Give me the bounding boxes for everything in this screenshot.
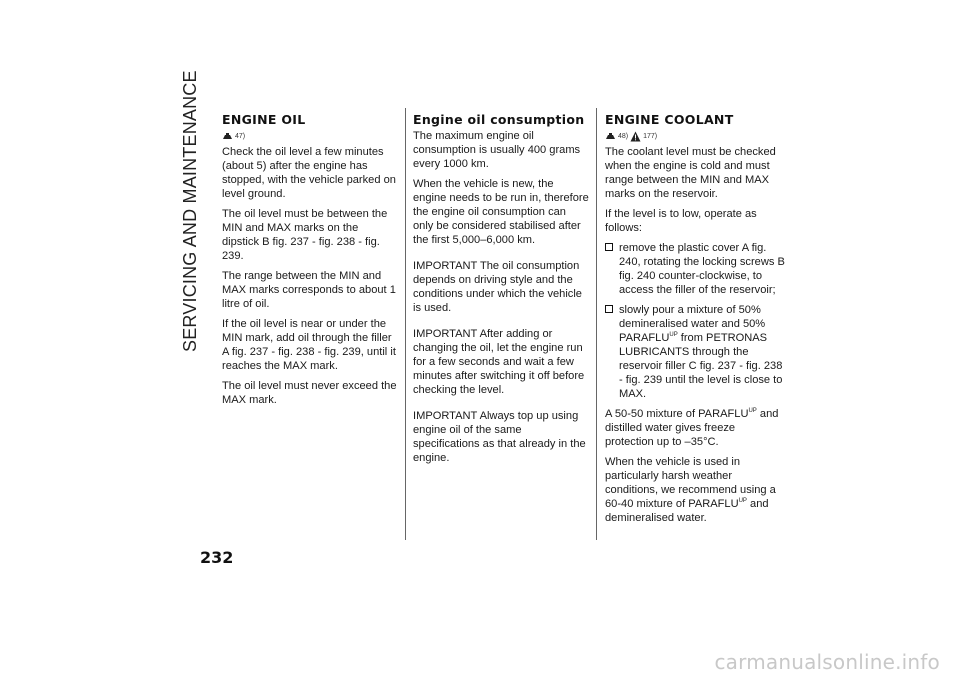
engine-oil-paragraph: Check the oil level a few minutes (about 5) after the engine has stopped, with the vehicle parked on level ground. bbox=[222, 146, 396, 200]
coolant-paragraph: A 50-50 mixture of $PARAFLU^{UP}$ and distilled water gives freeze protection up to –35°C. bbox=[605, 408, 779, 448]
engine-oil-refs bbox=[222, 129, 397, 144]
coolant-step bbox=[605, 303, 785, 401]
engine-oil-paragraph: The oil level must be between the MIN and MAX marks on the dipstick B fig. 237 - fig. 238 - fig. 239. bbox=[222, 208, 388, 262]
engine-oil-ref: 47) bbox=[235, 132, 246, 140]
oil-consumption-paragraph: IMPORTANT The oil consumption depends on driving style and the conditions under which the vehicle is used. bbox=[413, 260, 582, 314]
oil-can-icon bbox=[222, 132, 233, 141]
oil-consumption-heading: Engine oil consumption bbox=[413, 112, 585, 127]
coolant-ref: 48) bbox=[618, 132, 629, 140]
column-divider bbox=[596, 108, 597, 540]
coolant-paragraph: If the level is to low, operate as follows: bbox=[605, 208, 757, 234]
coolant-paragraph: The coolant level must be checked when the engine is cold and must range between the MIN and MAX marks on the reservoir. bbox=[605, 146, 776, 200]
warning-triangle-icon bbox=[630, 131, 641, 142]
section-title-vertical: SERVICING AND MAINTENANCE bbox=[180, 70, 200, 352]
engine-oil-paragraph: The oil level must never exceed the MAX mark. bbox=[222, 380, 397, 406]
engine-oil-paragraph: If the oil level is near or under the MIN mark, add oil through the filler A fig. 237 - fig. 238 - fig. 239, until it reaches the MAX mark. bbox=[222, 318, 396, 372]
engine-oil-heading: ENGINE OIL bbox=[222, 112, 306, 127]
page-number: 232 bbox=[200, 548, 234, 567]
oil-consumption-column bbox=[413, 113, 589, 471]
coolant-step bbox=[605, 241, 785, 297]
coolant-paragraph: When the vehicle is used in particularly harsh weather conditions, we recommend using a 60-40 mixture of $PARAFLU^{UP}$ and demineralised water. bbox=[605, 456, 776, 524]
coolant-ref: 177) bbox=[643, 132, 658, 140]
watermark: carmanualsonline.info bbox=[714, 650, 940, 674]
oil-consumption-paragraph: When the vehicle is new, the engine needs to be run in, therefore the engine oil consumption can only be considered stabilised after the first 5,000–6,000 km. bbox=[413, 178, 589, 246]
coolant-refs bbox=[605, 129, 785, 144]
coolant-heading: ENGINE COOLANT bbox=[605, 112, 734, 127]
coolant-step-text: remove the plastic cover A fig. 240, rotating the locking screws B fig. 240 counter-clockwise, to access the filler of the reservoir; bbox=[619, 242, 785, 296]
checkbox-bullet-icon bbox=[605, 243, 616, 251]
checkbox-bullet-icon bbox=[605, 305, 616, 313]
oil-consumption-paragraph: IMPORTANT Always top up using engine oil of the same specifications as that already in the engine. bbox=[413, 410, 586, 464]
engine-oil-column bbox=[222, 113, 397, 413]
coolant-step-text: slowly pour a mixture of 50% demineralised water and 50% $PARAFLU^{UP}$ from PETRONAS LUBRICANTS through the reservoir filler C fig. 237 - fig. 238 - fig. 239 until the level is close to MAX. bbox=[619, 304, 783, 400]
engine-oil-paragraph: The range between the MIN and MAX marks corresponds to about 1 litre of oil. bbox=[222, 270, 396, 310]
oil-consumption-paragraph: The maximum engine oil consumption is usually 400 grams every 1000 km. bbox=[413, 130, 581, 170]
coolant-column bbox=[605, 113, 785, 531]
oil-consumption-paragraph: IMPORTANT After adding or changing the oil, let the engine run for a few seconds and wait a few minutes after switching it off before checking the level. bbox=[413, 328, 585, 396]
column-divider bbox=[405, 108, 406, 540]
oil-can-icon bbox=[605, 132, 616, 141]
